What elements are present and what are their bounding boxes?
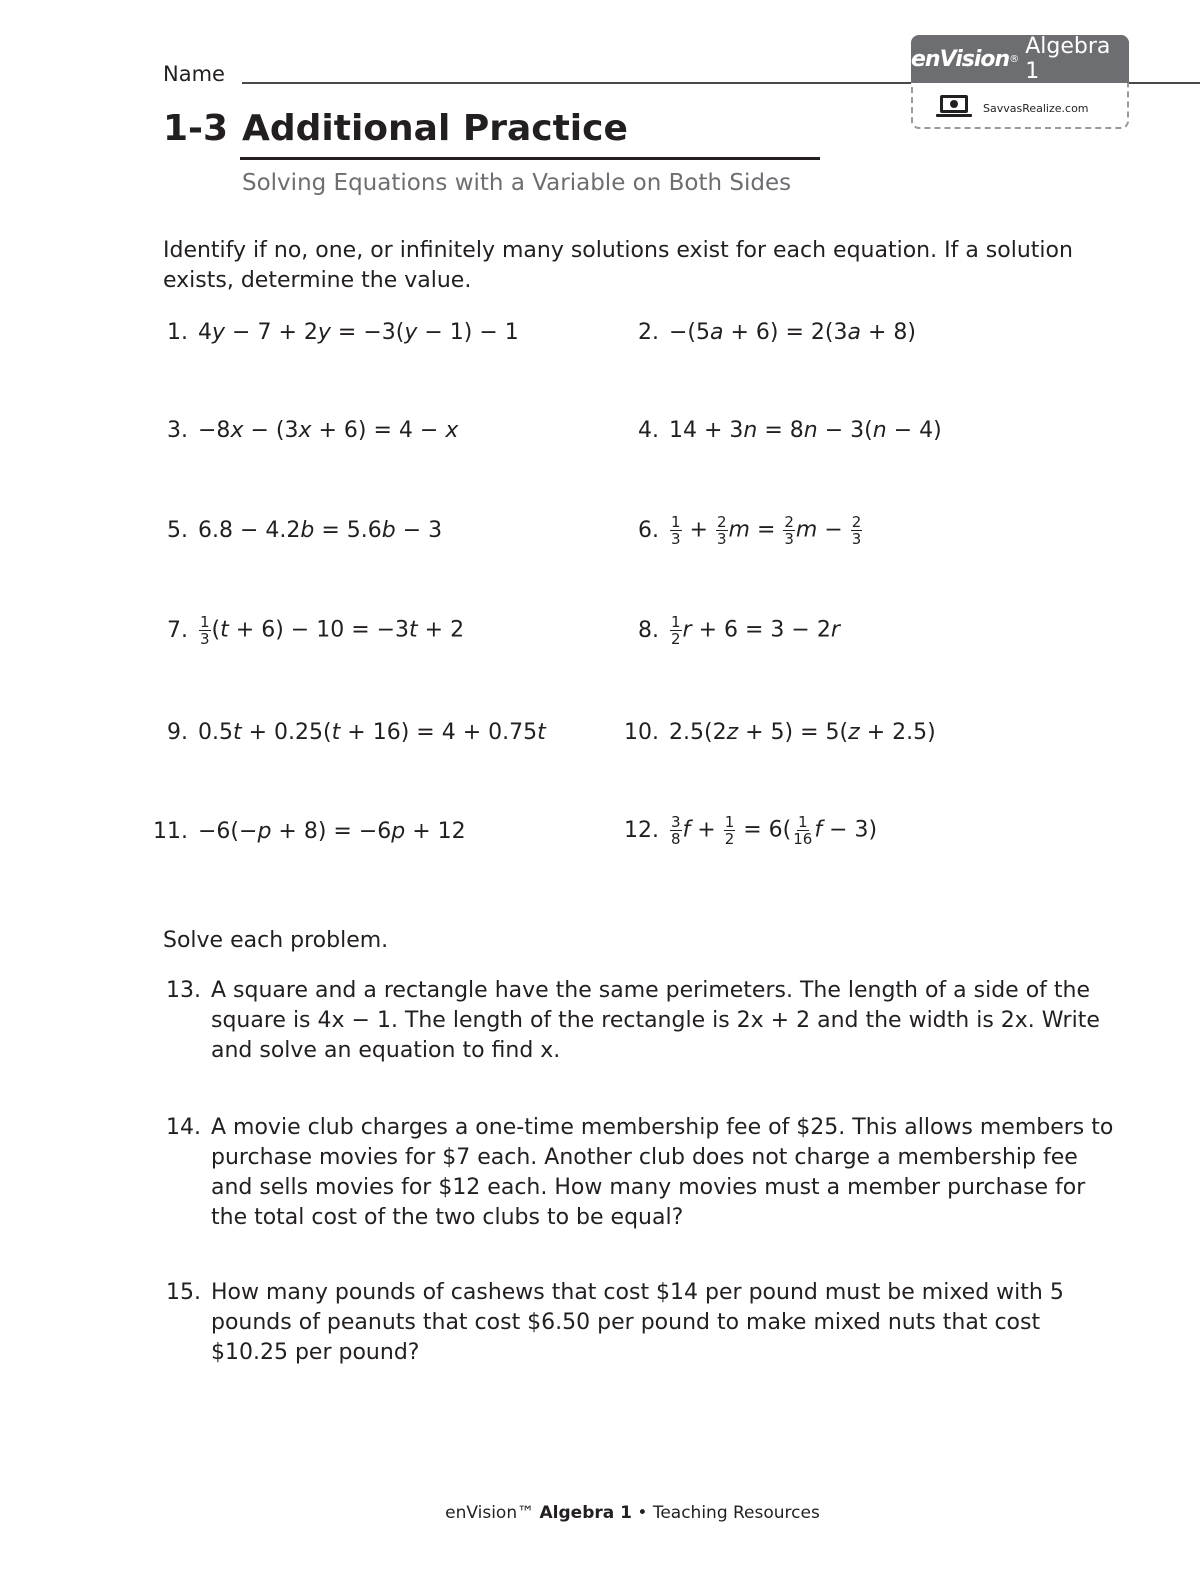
lesson-number: 1-3 xyxy=(163,108,229,149)
footer-resource: Teaching Resources xyxy=(652,1503,820,1523)
footer-separator: • xyxy=(637,1503,648,1523)
equation-number: 9. xyxy=(167,720,188,745)
equation-number: 10. xyxy=(624,720,659,745)
badge-brand: enVision xyxy=(911,46,1010,72)
badge-url[interactable]: SavvasRealize.com xyxy=(983,101,1089,115)
equation-text: 14 + 3n = 8n − 3(n − 4) xyxy=(669,418,942,443)
equation-number: 6. xyxy=(638,518,659,543)
problem-number: 14. xyxy=(166,1115,201,1140)
equation-text: 6.8 − 4.2b = 5.6b − 3 xyxy=(198,518,443,543)
equation-number: 11. xyxy=(153,819,188,844)
equation-11 xyxy=(143,819,466,844)
equation-6 xyxy=(609,514,863,547)
equation-text: 0.5t + 0.25(t + 16) = 4 + 0.75t xyxy=(198,720,546,745)
equation-2 xyxy=(609,320,916,345)
name-label: Name xyxy=(163,62,225,86)
equation-8 xyxy=(609,614,840,647)
problem-text: How many pounds of cashews that cost $14 per pound must be mixed with 5 pounds of peanuts that cost $6.50 per pound to make mixed nuts that cost $10.25 per pound? xyxy=(211,1280,1064,1365)
problem-number: 13. xyxy=(166,978,201,1003)
badge-brand-mark: ® xyxy=(1009,53,1020,65)
title-rule xyxy=(240,157,820,160)
equation-10 xyxy=(609,720,936,745)
equation-text: 2.5(2z + 5) = 5(z + 2.5) xyxy=(669,720,936,745)
footer-product: Algebra 1 xyxy=(539,1503,632,1523)
product-badge xyxy=(911,35,1129,129)
equation-12 xyxy=(609,814,877,847)
lesson-title: Additional Practice xyxy=(242,108,628,149)
laptop-icon xyxy=(935,93,973,123)
problem-text: A movie club charges a one-time membership fee of $25. This allows members to purchase movies for $7 each. Another club does not charge a membership fee and sells movies for $12 each. How many movies must a member purchase for the total cost of the two clubs to be equal? xyxy=(211,1115,1114,1230)
equation-text: 4y − 7 + 2y = −3(y − 1) − 1 xyxy=(198,320,519,345)
lesson-subtitle: Solving Equations with a Variable on Both Sides xyxy=(242,170,792,196)
equation-9 xyxy=(143,720,546,745)
equation-text: −(5a + 6) = 2(3a + 8) xyxy=(669,320,916,345)
word-problem-13 xyxy=(163,976,1123,1066)
solve-heading: Solve each problem. xyxy=(163,928,389,953)
equation-number: 4. xyxy=(638,418,659,443)
badge-title-bar xyxy=(911,35,1129,83)
equation-number: 2. xyxy=(638,320,659,345)
equation-number: 5. xyxy=(167,518,188,543)
page-footer xyxy=(0,1503,1200,1523)
equation-text: −8x − (3x + 6) = 4 − x xyxy=(198,418,459,443)
equation-5 xyxy=(143,518,442,543)
equation-1 xyxy=(143,320,519,345)
equation-7 xyxy=(143,614,464,647)
equation-3 xyxy=(143,418,458,443)
footer-brand: enVision™ xyxy=(445,1503,535,1523)
equation-text: $\frac{1}{2}$ r + 6 = 3 − 2r xyxy=(671,613,840,648)
badge-product: Algebra 1 xyxy=(1025,34,1111,84)
instructions: Identify if no, one, or infinitely many solutions exist for each equation. If a solution exists, determine the value. xyxy=(163,238,1073,293)
equation-text: $\frac{1}{3}$ (t + 6) − 10 = −3t + 2 xyxy=(200,613,465,648)
word-problem-14 xyxy=(163,1113,1123,1233)
problem-text: A square and a rectangle have the same perimeters. The length of a side of the square is 4x − 1. The length of the rectangle is 2x + 2 and the width is 2x. Write and solve an equation to find x. xyxy=(211,978,1100,1063)
equation-text: −6(−p + 8) = −6p + 12 xyxy=(198,819,466,844)
equation-4 xyxy=(609,418,942,443)
equation-number: 8. xyxy=(638,618,659,643)
equation-number: 3. xyxy=(167,418,188,443)
equation-number: 7. xyxy=(167,618,188,643)
word-problem-15 xyxy=(163,1278,1123,1368)
equation-number: 1. xyxy=(167,320,188,345)
equation-number: 12. xyxy=(624,818,659,843)
problem-number: 15. xyxy=(166,1280,201,1305)
equation-text: $\frac{3}{8}$ f + $\frac{1}{2}$ = 6( $\frac{1}{16}$ f − 3) xyxy=(671,813,878,848)
badge-url-row xyxy=(935,93,1089,123)
equation-text: $\frac{1}{3}$ + $\frac{2}{3}$ m = $\frac{2}{3}$ m − $\frac{2}{3}$ xyxy=(671,513,862,548)
